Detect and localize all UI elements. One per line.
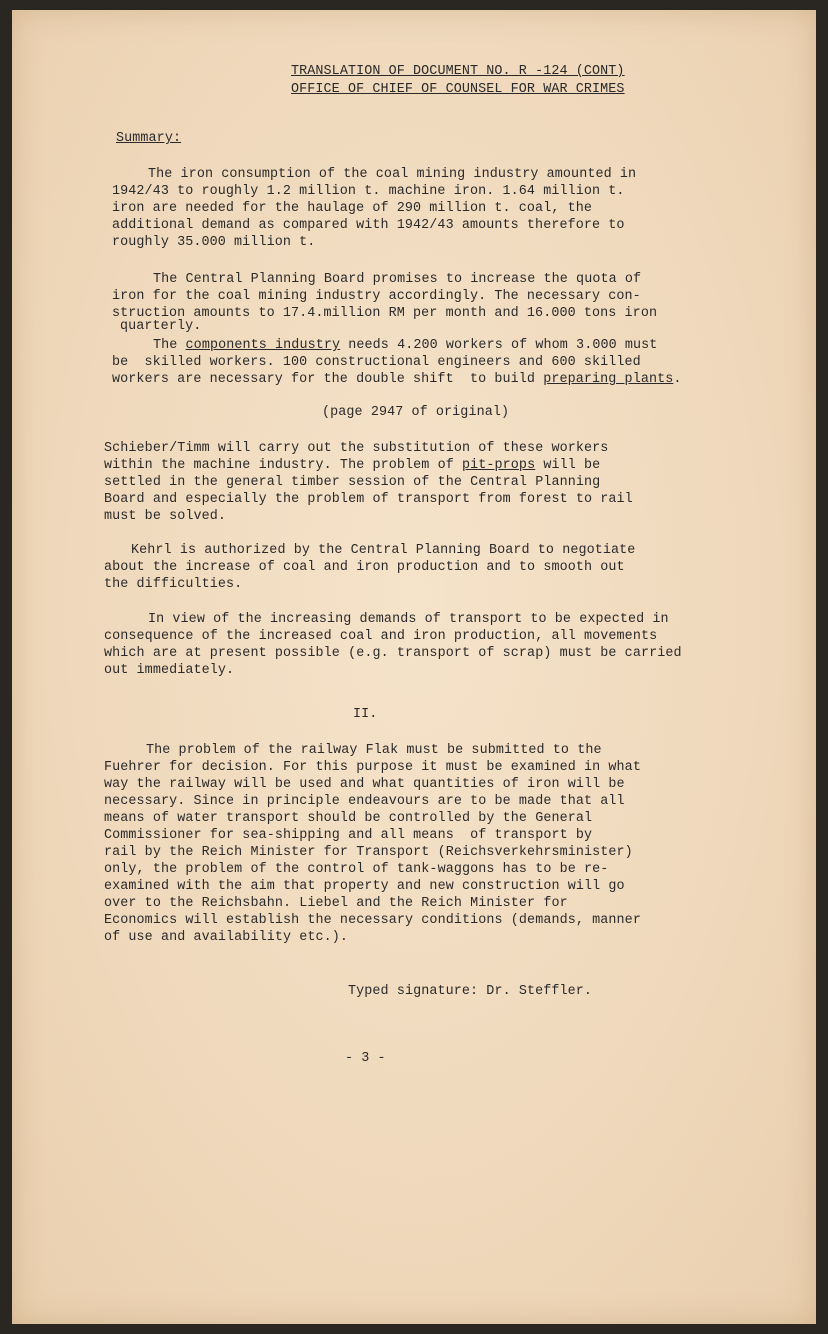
p7-line: The problem of the railway Flak must be submitted to the	[146, 743, 602, 758]
header-line-1: TRANSLATION OF DOCUMENT NO. R -124 (CONT)	[291, 64, 625, 79]
document-page	[12, 10, 816, 1324]
p7-line: way the railway will be used and what quantities of iron will be	[104, 777, 625, 792]
typed-signature: Typed signature: Dr. Steffler.	[348, 984, 593, 999]
p3-line-2: be skilled workers. 100 constructional engineers and 600 skilled	[112, 355, 641, 370]
p2-line: The Central Planning Board promises to increase the quota of	[153, 272, 642, 287]
preparing-plants-term: preparing plants	[543, 372, 674, 387]
p7-line: examined with the aim that property and new construction will go	[104, 879, 625, 894]
p2-line: iron for the coal mining industry accordingly. The necessary con-	[112, 289, 641, 304]
page-number: - 3 -	[345, 1051, 386, 1066]
p7-line: Economics will establish the necessary conditions (demands, manner	[104, 913, 641, 928]
p6-line: which are at present possible (e.g. transport of scrap) must be carried	[104, 646, 682, 661]
p1-line: The iron consumption of the coal mining industry amounted in	[148, 167, 637, 182]
summary-heading: Summary:	[116, 131, 182, 146]
p2-line: quarterly.	[120, 319, 202, 334]
p1-line: roughly 35.000 million t.	[112, 235, 316, 250]
p5-line: about the increase of coal and iron production and to smooth out	[104, 560, 625, 575]
p1-line: iron are needed for the haulage of 290 million t. coal, the	[112, 201, 593, 216]
p4-line-1: Schieber/Timm will carry out the substitution of these workers	[104, 441, 609, 456]
p4-line-4: Board and especially the problem of transport from forest to rail	[104, 492, 633, 507]
pit-props-term: pit-props	[461, 458, 536, 473]
p6-line: consequence of the increased coal and iron production, all movements	[104, 629, 658, 644]
section-heading-ii: II.	[353, 707, 378, 722]
p1-line: 1942/43 to roughly 1.2 million t. machine iron. 1.64 million t.	[112, 184, 625, 199]
p7-line: over to the Reichsbahn. Liebel and the Reich Minister for	[104, 896, 568, 911]
p7-line: only, the problem of the control of tank-waggons has to be re-	[104, 862, 609, 877]
p7-line: means of water transport should be controlled by the General	[104, 811, 593, 826]
p7-line: necessary. Since in principle endeavours are to be made that all	[104, 794, 625, 809]
p7-line: of use and availability etc.).	[104, 930, 349, 945]
p3-line-3: workers are necessary for the double shift to build preparing plants.	[112, 372, 682, 387]
p5-line: Kehrl is authorized by the Central Planning Board to negotiate	[131, 543, 636, 558]
p2-line: struction amounts to 17.4.million RM per month and 16.000 tons iron	[112, 306, 658, 321]
p3-line-1: The components industry needs 4.200 workers of whom 3.000 must	[153, 338, 658, 353]
p7-line: Fuehrer for decision. For this purpose it must be examined in what	[104, 760, 641, 775]
p1-line: additional demand as compared with 1942/43 amounts therefore to	[112, 218, 625, 233]
p4-line-3: settled in the general timber session of the Central Planning	[104, 475, 601, 490]
p5-line: the difficulties.	[104, 577, 243, 592]
p4-line-2: within the machine industry. The problem of pit-props will be	[104, 458, 601, 473]
p4-line-5: must be solved.	[104, 509, 227, 524]
p6-line: In view of the increasing demands of transport to be expected in	[148, 612, 669, 627]
p7-line: rail by the Reich Minister for Transport (Reichsverkehrsminister)	[104, 845, 633, 860]
p7-line: Commissioner for sea-shipping and all means of transport by	[104, 828, 593, 843]
page-note: (page 2947 of original)	[322, 405, 510, 420]
p6-line: out immediately.	[104, 663, 235, 678]
header-line-2: OFFICE OF CHIEF OF COUNSEL FOR WAR CRIMES	[291, 82, 625, 97]
components-industry-term: components industry	[185, 338, 341, 353]
